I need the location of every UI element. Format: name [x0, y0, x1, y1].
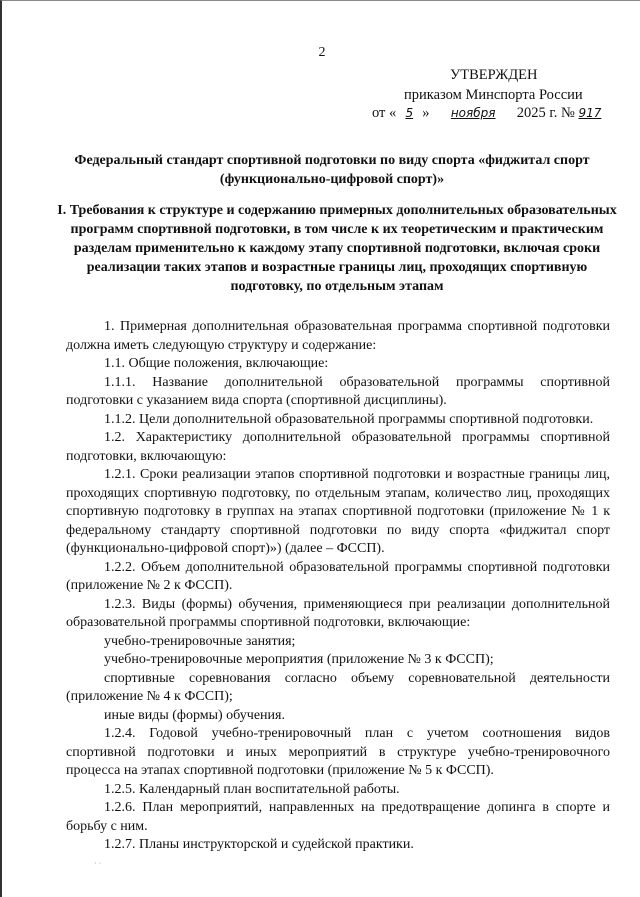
date-mid: » — [422, 105, 430, 121]
handwritten-month: ноября — [450, 106, 496, 120]
paragraph: 1.2.3. Виды (формы) обучения, применяющиеся при реализации дополнительной образовательной программы спортивной подготовки, включающие: — [66, 596, 610, 630]
paragraph: 1.2.4. Годовой учебно-тренировочный план с учетом соотношения видов спортивной подготовки и иных мероприятий в структуре учебно-тренировочного процесса на этапах спортивной подготовки (приложение № 5 к ФССП). — [66, 726, 610, 778]
handwritten-day: 5 — [405, 106, 414, 120]
list-item: учебно-тренировочные занятия; — [104, 633, 296, 649]
document-heading: Федеральный стандарт спортивной подготовки по виду спорта «фиджитал спорт (функционально-цифровой спорт)» — [74, 153, 590, 187]
paragraph: 1. Примерная дополнительная образовательная программа спортивной подготовки должна иметь следующую структуру и содержание: — [66, 319, 610, 353]
page-number: 2 — [318, 45, 326, 60]
list-item: иные виды (формы) обучения. — [104, 707, 285, 723]
section-title: I. Требования к структуре и содержанию примерных дополнительных образовательных программ спортивной подготовки, в том числе к их теоретическим и практическим разделам применительно к каждому этапу спортивной подготовки, включая сроки реализации таких этапов и возрастные границы лиц, проходящих спортивную подготовку, по отдельным этапам — [57, 203, 617, 294]
paragraph: 1.2.7. Планы инструкторской и судейской практики. — [104, 837, 414, 852]
approval-date-line — [372, 105, 601, 122]
date-prefix: от « — [372, 105, 397, 121]
paragraph: 1.2. Характеристику дополнительной образовательной программы спортивной подготовки, включающую: — [66, 430, 610, 464]
paragraph: 1.2.5. Календарный план воспитательной работы. — [104, 781, 400, 797]
date-year: 2025 г. № — [516, 105, 575, 121]
list-item: спортивные соревнования согласно объему соревновательной деятельности (приложение № 4 к ФССП); — [66, 670, 610, 704]
list-item: учебно-тренировочные мероприятия (приложение № 3 к ФССП); — [104, 652, 494, 667]
paragraph: 1.1. Общие положения, включающие: — [104, 356, 329, 371]
document-body — [66, 318, 610, 855]
handwritten-number: 917 — [578, 106, 602, 120]
paragraph: 1.2.2. Объем дополнительной образовательной программы спортивной подготовки (приложение № 2 к ФССП). — [66, 559, 610, 593]
paragraph: 1.2.1. Сроки реализации этапов спортивной подготовки и возрастные границы лиц, проходящих спортивную подготовку, по отдельным этапам, количество лиц, проходящих спортивную подготовку в группах на этапах спортивной подготовки (приложение № 1 к федеральному стандарту спортивной подготовки по виду спорта «фиджитал спорт (функционально-цифровой спорт)») (далее – ФССП). — [66, 467, 610, 556]
approval-title: УТВЕРЖДЕН — [450, 67, 538, 83]
scan-speck: · · — [94, 859, 102, 868]
paragraph: 1.1.1. Название дополнительной образовательной программы спортивной подготовки с указанием вида спорта (спортивной дисциплины). — [66, 374, 610, 408]
paragraph: 1.2.6. План мероприятий, направленных на предотвращение допинга в спорте и борьбу с ним. — [66, 800, 610, 834]
paragraph: 1.1.2. Цели дополнительной образовательной программы спортивной подготовки. — [104, 411, 594, 427]
approval-order: приказом Минспорта России — [404, 87, 583, 103]
